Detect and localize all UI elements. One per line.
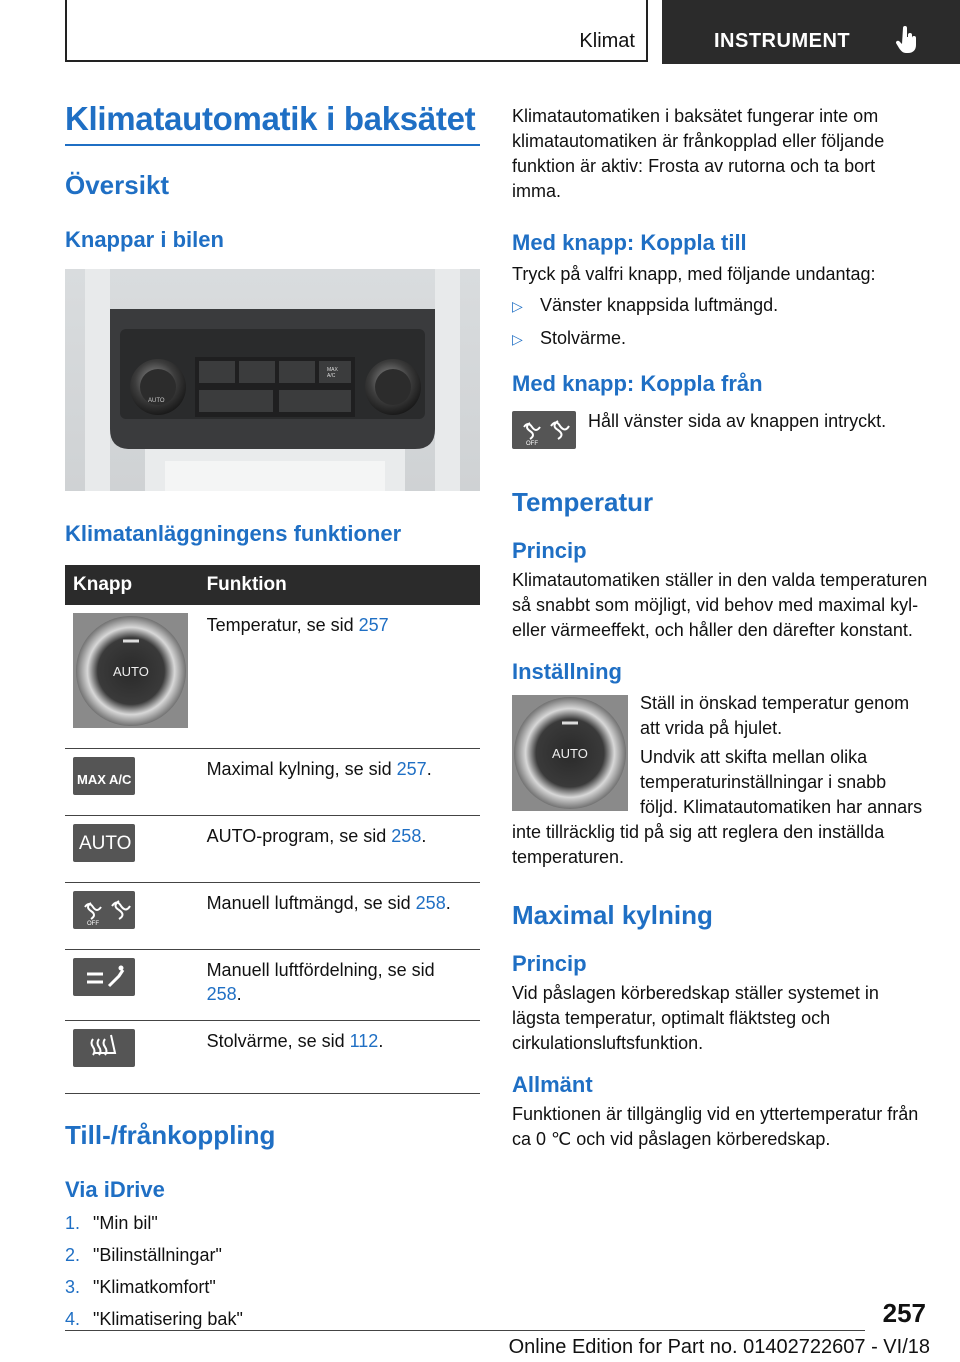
heading-allmant: Allmänt bbox=[512, 1072, 593, 1097]
heading-koppla-fran: Med knapp: Koppla från bbox=[512, 371, 763, 396]
photo-ac-label: A/C bbox=[327, 373, 336, 379]
heading-princip-1: Princip bbox=[512, 538, 587, 563]
table-row: Stolvärme, se sid 112. bbox=[65, 1021, 480, 1094]
edition-text: Online Edition for Part no. 01402722607 - VI/18 bbox=[508, 1336, 930, 1358]
control-panel-illustration bbox=[65, 269, 480, 491]
left-column bbox=[65, 100, 480, 1335]
photo-max-label: MAX bbox=[327, 367, 338, 373]
fan-icon bbox=[512, 411, 576, 449]
knob-auto-label: AUTO bbox=[552, 746, 588, 761]
control-panel-photo bbox=[65, 269, 480, 491]
functions-table bbox=[65, 565, 480, 1094]
heading-temperatur: Temperatur bbox=[512, 487, 654, 517]
air-distribution-button-image bbox=[73, 958, 135, 996]
auto-icon: AUTO bbox=[79, 833, 132, 854]
temperature-knob-image bbox=[73, 613, 188, 728]
list-item: ▷ Stolvärme. bbox=[512, 322, 928, 355]
fan-off-label: OFF bbox=[87, 921, 99, 927]
heading-knappar: Knappar i bilen bbox=[65, 227, 224, 252]
heading-koppla-till: Med knapp: Koppla till bbox=[512, 230, 747, 255]
heading-maximal-kylning: Maximal kylning bbox=[512, 900, 713, 930]
fan-icon bbox=[73, 891, 135, 929]
intro-text: Klimatautomatiken i baksätet fungerar inte om klimatautomatiken är frånkopplad eller följande funktion är aktiv: Frosta av rutorna och ta bort imma. bbox=[512, 106, 885, 201]
allmant-text: Funktionen är tillgänglig vid en yttertemperatur från ca 0 ℃ och vid påslagen körberedskap. bbox=[512, 1104, 919, 1149]
list-item: 3. "Klimatkomfort" bbox=[65, 1277, 216, 1297]
page-ref-link[interactable]: 258 bbox=[206, 984, 237, 1004]
installning-block bbox=[512, 691, 928, 870]
heading-funktioner: Klimatanläggningens funktioner bbox=[65, 521, 402, 546]
max-ac-button-image bbox=[73, 757, 135, 795]
row-text: Stolvärme, se sid bbox=[206, 1031, 350, 1051]
table-row: MAX A/C Maximal kylning, se sid 257. bbox=[65, 749, 480, 816]
photo-auto-label: AUTO bbox=[148, 398, 165, 404]
max-ac-icon: MAX A/C bbox=[77, 772, 132, 787]
list-item: 4. "Klimatisering bak" bbox=[65, 1309, 243, 1329]
auto-button-image bbox=[73, 824, 135, 862]
header-chapter-tab[interactable] bbox=[662, 0, 960, 64]
idrive-steps bbox=[65, 1207, 480, 1335]
table-row: Manuell luftfördelning, se sid 258. bbox=[65, 950, 480, 1021]
heading-till-fran: Till-/frånkoppling bbox=[65, 1120, 276, 1150]
koppla-fran-text: Håll vänster sida av knappen intryckt. bbox=[588, 411, 887, 431]
right-column bbox=[512, 104, 928, 1152]
koppla-fran-block bbox=[512, 407, 928, 453]
table-row bbox=[65, 605, 480, 749]
triangle-bullet-icon: ▷ bbox=[512, 331, 523, 347]
row-text: Temperatur, se sid bbox=[206, 615, 359, 635]
page-number: 257 bbox=[882, 1298, 926, 1328]
table-header-funktion: Funktion bbox=[199, 565, 480, 605]
fan-off-label: OFF bbox=[526, 441, 538, 447]
header-section: Klimat bbox=[579, 30, 635, 52]
list-item: ▷ Vänster knappsida luftmängd. bbox=[512, 289, 928, 322]
page-ref-link[interactable]: 258 bbox=[415, 893, 446, 913]
footer-divider bbox=[65, 1330, 865, 1331]
header-tab-frame bbox=[65, 0, 648, 62]
heading-oversikt: Översikt bbox=[65, 170, 170, 200]
heading-installning: Inställning bbox=[512, 659, 622, 684]
heading-idrive: Via iDrive bbox=[65, 1177, 165, 1202]
temperature-knob-icon bbox=[73, 613, 188, 728]
table-header-knapp: Knapp bbox=[65, 565, 199, 605]
page-ref-link[interactable]: 112 bbox=[349, 1031, 379, 1051]
princip-1-text: Klimatautomatiken ställer in den valda temperaturen så snabbt som möjligt, vid behov med maximal kyl- eller värmeeffekt, och håller den därefter konstant. bbox=[512, 570, 928, 640]
row-text: AUTO-program, se sid bbox=[206, 826, 392, 846]
seat-heating-button-image bbox=[73, 1029, 135, 1067]
temperature-knob-icon bbox=[512, 695, 628, 811]
table-row: AUTO AUTO-program, se sid 258. bbox=[65, 816, 480, 883]
installning-text-2: Undvik att skifta mellan olika temperaturinställningar i snabb följd. Klimatautomatiken har annars inte tillräcklig tid på sig att reglera den inställda temperaturen. bbox=[512, 747, 923, 867]
page-ref-link[interactable]: 257 bbox=[358, 615, 389, 635]
installning-text-1: Ställ in önskad temperatur genom att vrida på hjulet. bbox=[640, 693, 910, 738]
table-row: OFF Manuell luftmängd, se sid 258. bbox=[65, 883, 480, 950]
hand-pointer-icon bbox=[896, 26, 920, 54]
row-text: Manuell luftfördelning, se sid bbox=[206, 960, 435, 980]
row-text: Maximal kylning, se sid bbox=[206, 759, 397, 779]
list-item: 1. "Min bil" bbox=[65, 1213, 158, 1233]
triangle-bullet-icon: ▷ bbox=[512, 298, 523, 314]
fan-button-image bbox=[73, 891, 135, 929]
page-ref-link[interactable]: 257 bbox=[396, 759, 427, 779]
koppla-till-text: Tryck på valfri knapp, med följande undantag: bbox=[512, 264, 876, 284]
row-text: Manuell luftmängd, se sid bbox=[206, 893, 416, 913]
air-distribution-icon bbox=[73, 958, 135, 996]
knob-auto-label: AUTO bbox=[113, 664, 149, 679]
list-item: 2. "Bilinställningar" bbox=[65, 1245, 222, 1265]
exceptions-list bbox=[512, 289, 928, 355]
fan-button-image bbox=[512, 411, 576, 449]
page-title: Klimatautomatik i baksätet bbox=[65, 100, 480, 146]
temperature-knob-image bbox=[512, 695, 628, 811]
page-ref-link[interactable]: 258 bbox=[391, 826, 422, 846]
heading-princip-2: Princip bbox=[512, 951, 587, 976]
header-chapter-label: INSTRUMENT bbox=[714, 30, 851, 52]
seat-heating-icon bbox=[73, 1029, 135, 1067]
princip-2-text: Vid påslagen körberedskap ställer systemet in lägsta temperatur, optimalt fläktsteg och cirkulationsluftsfunktion. bbox=[512, 983, 879, 1053]
